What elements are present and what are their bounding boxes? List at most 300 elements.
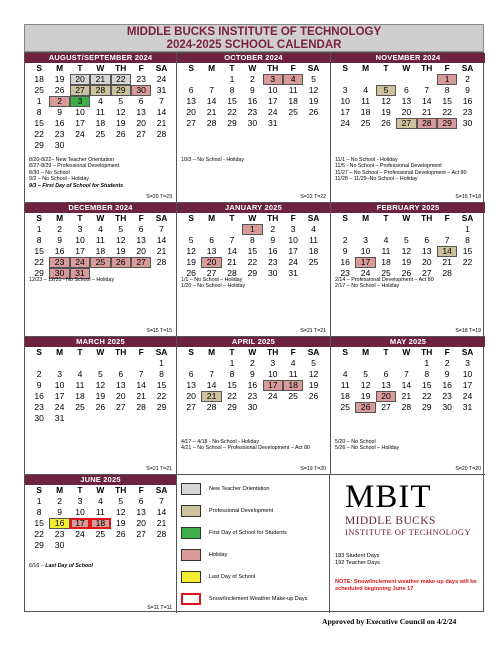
day-cell: 26 [381, 118, 391, 128]
day-cell: 21 [206, 107, 217, 117]
day-cell: 22 [462, 257, 473, 267]
day-cell: 4 [97, 96, 103, 106]
day-cell: 12 [115, 235, 126, 245]
day-cell: 14 [136, 380, 146, 390]
day-cell [111, 140, 131, 151]
day-cell: 26 [95, 402, 106, 412]
day-cell [111, 413, 131, 424]
day-cell: 21 [90, 74, 110, 85]
day-cell: 2 [49, 96, 69, 107]
day-cell [201, 224, 221, 235]
day-cell: 19 [381, 107, 391, 117]
month-panel-oct [177, 53, 331, 203]
note-line: 8/20-8/22– New Teacher Orientation [29, 157, 114, 163]
day-cell: 27 [381, 402, 391, 412]
week-row [25, 129, 176, 140]
day-cell: 24 [156, 74, 167, 84]
day-cell: 17 [75, 246, 85, 256]
day-cell: 2 [342, 235, 348, 245]
day-cell: 24 [75, 129, 85, 139]
day-cell [90, 140, 110, 151]
day-cell: 6 [118, 369, 124, 379]
weekday-label: T [383, 213, 389, 223]
week-row [25, 140, 176, 151]
day-cell [131, 540, 151, 551]
day-cell [376, 74, 396, 85]
weekday-label: TH [115, 347, 127, 357]
day-cell [111, 358, 131, 369]
day-cell: 6 [138, 96, 144, 106]
day-cell: 22 [247, 257, 258, 267]
day-cell: 14 [156, 507, 167, 517]
legend-label: Snow/Inclement Weather Make-up Days [209, 596, 308, 602]
day-cell: 26 [54, 85, 65, 95]
day-cell: 1 [229, 358, 235, 368]
day-cell [335, 74, 355, 85]
week-row [331, 96, 485, 107]
day-cell: 24 [70, 257, 90, 268]
weekday-label: W [96, 347, 105, 357]
day-cell: 6 [383, 369, 389, 379]
day-cell: 27 [396, 118, 416, 129]
day-cell: 23 [267, 257, 278, 267]
legend-label: Holiday [209, 552, 228, 558]
month-panel-aug-sep [25, 53, 177, 203]
weekday-label: S [36, 347, 42, 357]
day-cell: 19 [186, 257, 196, 267]
week-row [331, 107, 485, 118]
day-counts: S=18 T=19 [455, 328, 481, 334]
week-row [25, 358, 176, 369]
weekday-label: M [56, 213, 64, 223]
total-days [335, 553, 380, 567]
day-cell: 18 [308, 246, 319, 256]
day-cell: 20 [115, 391, 126, 401]
day-cell: 7 [209, 85, 214, 95]
day-cell: 1 [437, 74, 457, 85]
day-cell: 25 [288, 391, 298, 401]
week-row [25, 518, 176, 529]
day-counts: S=21 T=21 [146, 466, 172, 472]
day-cell: 21 [227, 257, 237, 267]
day-cell: 10 [54, 380, 65, 390]
day-cell [70, 358, 90, 369]
day-cell: 31 [267, 118, 278, 128]
day-cell: 16 [247, 380, 258, 390]
day-cell: 27 [421, 268, 432, 278]
week-row [25, 107, 176, 118]
day-cell [355, 74, 375, 85]
weekday-label: SA [461, 63, 474, 73]
day-cell: 22 [111, 74, 131, 85]
day-cell: 28 [136, 402, 146, 412]
day-cell: 7 [209, 369, 214, 379]
week-row [331, 74, 485, 85]
day-cell: 6 [138, 496, 144, 506]
week-row [25, 85, 176, 96]
day-cell: 31 [70, 268, 90, 279]
legend-swatch [181, 549, 201, 561]
month-notes [335, 157, 467, 183]
day-cell: 20 [136, 246, 146, 256]
day-cell: 21 [201, 391, 221, 402]
calendar-title [24, 24, 484, 52]
day-cell: 14 [401, 380, 412, 390]
weekday-label: T [229, 63, 235, 73]
day-counts: S=16 T=18 [455, 194, 481, 200]
day-cell: 27 [186, 118, 196, 128]
day-cell: 16 [247, 96, 258, 106]
day-cell [335, 224, 355, 235]
day-cell: 17 [267, 96, 278, 106]
day-cell: 1 [36, 496, 42, 506]
day-cell [201, 358, 221, 369]
day-cell: 25 [75, 402, 85, 412]
day-cell: 16 [54, 246, 65, 256]
day-cell: 4 [97, 496, 103, 506]
weekday-header [331, 213, 485, 224]
day-cell: 21 [156, 118, 167, 128]
week-row [177, 85, 330, 96]
weekday-label: W [248, 213, 257, 223]
day-cell: 7 [424, 85, 430, 95]
day-cell: 25 [308, 257, 319, 267]
weekday-label: F [444, 213, 450, 223]
day-cell: 29 [421, 402, 432, 412]
mbit-logo [345, 481, 471, 537]
day-cell: 15 [227, 380, 237, 390]
day-cell [355, 224, 375, 235]
day-cell: 12 [381, 96, 391, 106]
week-row [331, 235, 485, 246]
day-cell: 16 [54, 118, 65, 128]
weekday-label: W [96, 485, 105, 495]
day-cell [376, 224, 396, 235]
weekday-label: S [188, 63, 194, 73]
day-cell [131, 358, 151, 369]
weekday-label: SA [155, 347, 168, 357]
weekday-header [331, 347, 485, 358]
legend-swatch [181, 483, 201, 495]
day-cell: 8 [159, 369, 164, 379]
day-cell: 30 [34, 413, 44, 423]
month-title: AUGUST/SEPTEMBER 2024 [25, 53, 176, 63]
day-cell: 19 [401, 257, 412, 267]
day-cell: 14 [206, 96, 217, 106]
day-cell: 7 [403, 369, 409, 379]
day-cell: 12 [115, 107, 126, 117]
day-cell [181, 74, 201, 85]
weekday-label: F [138, 213, 144, 223]
week-row [177, 224, 330, 235]
student-days: 183 Student Days [335, 553, 380, 559]
day-cell: 30 [442, 402, 452, 412]
day-cell [131, 268, 151, 279]
weekday-label: T [229, 213, 235, 223]
weekday-label: TH [421, 347, 433, 357]
day-cell: 18 [340, 391, 350, 401]
day-cell: 19 [115, 518, 126, 528]
day-cell: 15 [156, 380, 167, 390]
weekday-label: M [362, 347, 370, 357]
month-notes [29, 563, 93, 569]
day-cell: 4 [97, 224, 103, 234]
month-panel-jan [177, 203, 331, 337]
day-cell: 25 [90, 257, 110, 268]
week-row [331, 118, 485, 129]
day-cell: 19 [115, 246, 126, 256]
day-cell: 1 [465, 224, 470, 234]
day-cell: 5 [403, 235, 409, 245]
day-cell: 24 [288, 257, 298, 267]
logo-info-panel [331, 475, 485, 613]
day-cell: 3 [77, 224, 83, 234]
day-cell [396, 224, 416, 235]
day-cell: 18 [95, 246, 106, 256]
month-title: DECEMBER 2024 [25, 203, 176, 213]
day-cell: 6 [209, 235, 214, 245]
month-notes [29, 277, 114, 283]
day-cell: 16 [442, 380, 452, 390]
day-cell: 31 [156, 85, 167, 95]
day-cell [90, 540, 110, 551]
day-cell: 5 [363, 369, 368, 379]
legend-item [181, 593, 330, 608]
day-cell: 27 [70, 85, 90, 96]
weekday-label: M [56, 485, 64, 495]
day-cell: 3 [465, 358, 470, 368]
day-cell: 22 [34, 529, 44, 539]
day-cell: 18 [34, 74, 44, 84]
month-title: JANUARY 2025 [177, 203, 330, 213]
legend-swatch [181, 527, 201, 539]
day-cell: 6 [188, 369, 194, 379]
day-cell: 29 [34, 140, 44, 150]
day-cell: 10 [75, 107, 85, 117]
legend-label: Last Day of School [209, 574, 256, 580]
day-cell: 7 [159, 224, 164, 234]
day-cell: 2 [36, 369, 42, 379]
day-counts: S=19 T=20 [300, 466, 326, 472]
day-cell: 2 [270, 224, 276, 234]
day-cell [70, 540, 90, 551]
week-row [331, 246, 485, 257]
day-cell: 14 [206, 380, 217, 390]
day-cell: 15 [442, 96, 452, 106]
day-cell: 24 [340, 118, 350, 128]
week-row [177, 96, 330, 107]
day-cell: 9 [57, 107, 62, 117]
calendar-grid [24, 52, 484, 612]
day-cell [335, 358, 355, 369]
day-cell: 11 [340, 380, 350, 390]
weekday-label: S [342, 63, 348, 73]
day-cell: 30 [462, 118, 473, 128]
day-cell: 3 [263, 74, 283, 85]
day-cell [111, 540, 131, 551]
weekday-label: T [383, 63, 389, 73]
note-line: 8/27-8/29 – Professional Development [29, 163, 120, 170]
day-cell: 3 [342, 85, 348, 95]
legend-item [181, 505, 330, 520]
day-cell: 23 [247, 107, 258, 117]
day-cell: 8 [229, 369, 235, 379]
day-cell: 21 [421, 107, 432, 117]
legend-label: Professional Development [209, 508, 274, 514]
day-cell [131, 413, 151, 424]
day-cell: 5 [311, 74, 316, 84]
day-cell: 25 [360, 118, 371, 128]
day-cell: 27 [206, 268, 217, 278]
weekday-label: M [362, 63, 370, 73]
legend-swatch [181, 505, 201, 517]
day-cell: 9 [249, 369, 255, 379]
weekday-label: F [138, 485, 144, 495]
day-cell: 1 [36, 96, 42, 106]
month-notes [181, 277, 245, 290]
day-cell: 18 [75, 391, 85, 401]
week-row [25, 402, 176, 413]
week-row [25, 118, 176, 129]
approval-note: Approved by Executive Council on 4/2/24 [322, 617, 457, 626]
day-cell: 17 [340, 107, 350, 117]
week-row [25, 496, 176, 507]
day-cell: 5 [118, 96, 124, 106]
day-cell: 29 [247, 268, 258, 278]
day-cell: 12 [95, 380, 106, 390]
day-cell [70, 413, 90, 424]
day-counts: S=22 T=22 [300, 194, 326, 200]
day-cell: 11 [95, 107, 105, 117]
week-row [177, 380, 330, 391]
weekday-label: T [77, 485, 83, 495]
day-counts: S=20 T=23 [146, 194, 172, 200]
note-bold-text: Last Day of School [45, 563, 93, 569]
month-title: NOVEMBER 2024 [331, 53, 485, 63]
day-cell: 23 [34, 402, 44, 412]
day-cell [90, 413, 110, 424]
note-line: 2/17 – No School – Holiday [335, 283, 400, 290]
day-cell: 6 [188, 85, 194, 95]
day-cell: 14 [227, 246, 237, 256]
day-cell: 24 [267, 391, 278, 401]
day-cell: 5 [188, 235, 194, 245]
weekday-label: W [96, 213, 105, 223]
day-cell [396, 358, 416, 369]
week-row [331, 358, 485, 369]
logo-line-1: MIDDLE BUCKS [345, 515, 436, 527]
day-cell: 15 [34, 118, 44, 128]
day-cell: 11 [309, 235, 318, 245]
day-cell: 1 [159, 358, 164, 368]
weekday-label: SA [307, 63, 320, 73]
day-cell: 25 [340, 402, 350, 412]
weekday-label: TH [115, 485, 127, 495]
week-row [25, 96, 176, 107]
day-cell [457, 268, 477, 279]
day-cell: 15 [462, 246, 473, 256]
day-cell: 17 [288, 246, 298, 256]
note-line: 1/20 – No School – Holiday [181, 283, 246, 290]
day-cell: 10 [462, 369, 473, 379]
day-cell: 22 [442, 107, 452, 117]
note-line: 2/14 – Professional Development – Act 80 [335, 277, 434, 283]
makeup-days-note: NOTE: Snow/Inclement weather make-up days will be scheduled beginning June 17 [335, 579, 477, 592]
day-cell: 15 [421, 380, 432, 390]
day-cell [201, 74, 221, 85]
day-cell: 14 [156, 107, 167, 117]
month-panel-may [331, 337, 485, 475]
day-cell: 9 [270, 235, 276, 245]
day-cell: 12 [401, 246, 412, 256]
legend-swatch [181, 593, 201, 605]
note-line: 4/17 – 4/18 - No School - Holiday [181, 439, 260, 445]
day-cell [283, 118, 303, 129]
weekday-label: W [402, 213, 411, 223]
day-cell: 25 [95, 529, 106, 539]
day-cell: 11 [95, 507, 105, 517]
weekday-label: T [77, 63, 83, 73]
month-title: JUNE 2025 [25, 475, 176, 485]
day-cell: 7 [159, 96, 164, 106]
week-row [331, 391, 485, 402]
day-cell [263, 402, 283, 413]
day-cell: 4 [363, 85, 368, 95]
day-cell: 18 [283, 380, 303, 391]
month-panel-feb [331, 203, 485, 337]
day-cell: 13 [186, 96, 196, 106]
weekday-header [25, 347, 176, 358]
day-cell: 12 [115, 507, 126, 517]
day-cell: 20 [421, 257, 432, 267]
day-cell: 2 [57, 224, 62, 234]
day-cell: 6 [424, 235, 430, 245]
day-cell: 31 [462, 402, 473, 412]
note-line-bold: 9/3 – First Day of School for Students [29, 182, 124, 189]
weekday-label: M [208, 347, 216, 357]
day-counts: S=20 T=20 [455, 466, 481, 472]
day-cell: 3 [363, 235, 368, 245]
day-cell: 29 [111, 85, 131, 96]
weekday-label: S [36, 485, 42, 495]
legend-item [181, 571, 330, 586]
week-row [25, 235, 176, 246]
day-cell: 22 [227, 391, 237, 401]
week-row [177, 369, 330, 380]
day-cell: 17 [54, 391, 65, 401]
day-cell: 25 [381, 268, 391, 278]
legend-label: First Day of School for Students [209, 530, 287, 536]
day-cell: 9 [36, 380, 42, 390]
week-row [25, 224, 176, 235]
week-row [25, 507, 176, 518]
day-cell: 19 [95, 391, 106, 401]
note-line: 11/28 – 11/29–No School – Holiday [335, 176, 418, 183]
day-cell: 26 [115, 529, 126, 539]
day-cell: 29 [437, 118, 457, 129]
day-cell: 31 [54, 413, 65, 423]
day-cell: 8 [36, 107, 42, 117]
day-cell: 5 [97, 369, 103, 379]
weekday-label: M [362, 213, 370, 223]
day-cell: 9 [57, 507, 62, 517]
day-cell: 11 [361, 96, 371, 106]
day-cell: 13 [381, 380, 391, 390]
day-cell: 11 [288, 85, 298, 95]
weekday-label: SA [461, 347, 474, 357]
day-cell: 20 [136, 518, 146, 528]
weekday-label: TH [267, 347, 279, 357]
